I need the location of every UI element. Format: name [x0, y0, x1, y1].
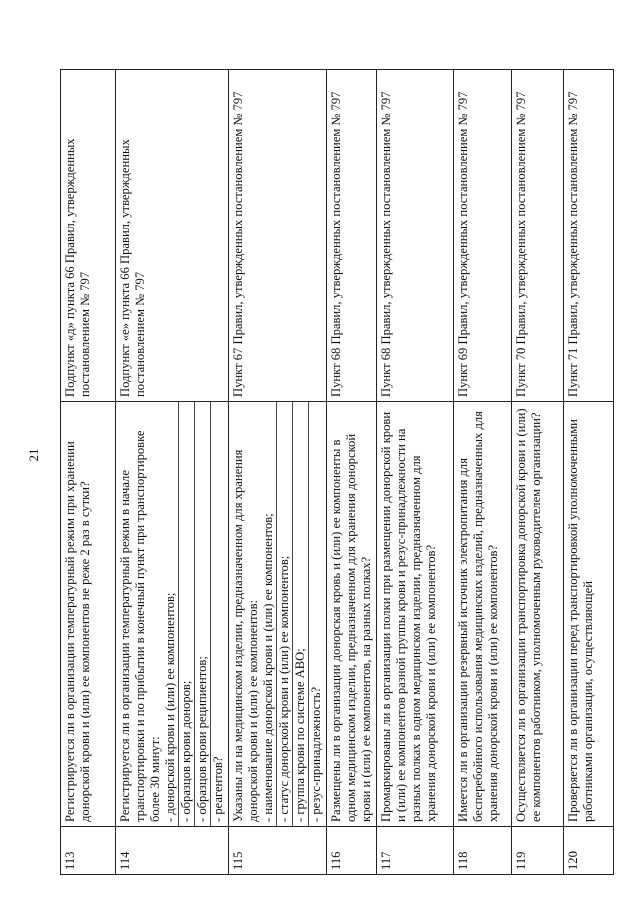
legal-reference: Подпункт «е» пункта 66 Правил, утвержденных постановлением № 797 [116, 70, 229, 402]
question-text: Осуществляется ли в организации транспортировка донорской крови и (или) ее компонентов работником, уполномоченным руководителем организации? [514, 408, 543, 822]
row-number: 118 [454, 827, 512, 875]
table-row [564, 70, 614, 875]
row-number: 120 [564, 827, 614, 875]
sub-item: - резус-принадлежность? [308, 402, 324, 826]
question-cell [377, 402, 454, 827]
sub-item: - донорской крови и (или) ее компонентов; [163, 592, 177, 822]
table-row [512, 70, 564, 875]
question-cell [116, 402, 229, 827]
question-cell [229, 402, 327, 827]
legal-reference: Пункт 69 Правил, утвержденных постановлением № 797 [454, 70, 512, 402]
sub-item: - группа крови по системе АВО; [292, 402, 308, 826]
row-number: 116 [327, 827, 377, 875]
legal-reference: Подпункт «д» пункта 66 Правил, утвержденных постановлением № 797 [61, 70, 116, 402]
row-number: 114 [116, 827, 229, 875]
question-text: Имеется ли в организации резервный источник электропитания для бесперебойного использования медицинских изделий, предназначенных для хранения донорской крови и (или) ее компонентов? [456, 411, 500, 822]
rotated-page-content [60, 70, 595, 875]
row-number: 117 [377, 827, 454, 875]
question-text: Указаны ли на медицинском изделии, предназначенном для хранения донорской крови и (или) ее компонентов: [231, 449, 260, 822]
question-cell [61, 402, 116, 827]
question-cell [454, 402, 512, 827]
question-text: Промаркированы ли в организации полки при размещении донорской крови и (или) ее компонентов разной группы крови и резус-принадлежности на разных полках в одном медицинском изделии, предназначенном для хранения донорской крови и (или) ее компонентов? [379, 411, 438, 822]
sub-item: - реагентов? [210, 402, 226, 826]
legal-reference: Пункт 67 Правил, утвержденных постановлением № 797 [229, 70, 327, 402]
legal-reference: Пункт 71 Правил, утвержденных постановлением № 797 [564, 70, 614, 402]
table-row [229, 70, 327, 875]
checklist-table [60, 69, 614, 875]
table-row [454, 70, 512, 875]
question-cell [327, 402, 377, 827]
table-row [377, 70, 454, 875]
legal-reference: Пункт 68 Правил, утвержденных постановлением № 797 [327, 70, 377, 402]
question-text: Регистрируется ли в организации температурный режим при хранении донорской крови и (или) ее компонентов не реже 2 раз в сутки? [63, 441, 92, 822]
sub-item: - образцов крови реципиентов; [194, 402, 210, 826]
question-cell [564, 402, 614, 827]
question-text: Размещены ли в организации донорская кровь и (или) ее компоненты в одном медицинском изделии, предназначенном для хранения донорской крови и (или) ее компонентов, на разных полках? [329, 433, 373, 822]
row-number: 113 [61, 827, 116, 875]
sub-item: - наименование донорской крови и (или) ее компонентов; [261, 513, 275, 822]
page-number: 21 [26, 448, 41, 462]
table-row [327, 70, 377, 875]
sub-item: - образцов крови доноров; [178, 402, 194, 826]
question-text: Проверяется ли в организации перед транспортировкой уполномоченными работниками организации, осуществляющей [566, 419, 595, 822]
sub-item-list [163, 406, 226, 822]
legal-reference: Пункт 70 Правил, утвержденных постановлением № 797 [512, 70, 564, 402]
legal-reference: Пункт 68 Правил, утвержденных постановлением № 797 [377, 70, 454, 402]
table-row [116, 70, 229, 875]
question-cell [512, 402, 564, 827]
row-number: 115 [229, 827, 327, 875]
sub-item: - статус донорской крови и (или) ее компонентов; [276, 402, 292, 826]
question-text: Регистрируется ли в организации температурный режим в начале транспортировки и по прибытии в конечный пункт при транспортировке более 30 минут: [118, 430, 162, 822]
sub-item-list [261, 406, 324, 822]
table-row [61, 70, 116, 875]
row-number: 119 [512, 827, 564, 875]
